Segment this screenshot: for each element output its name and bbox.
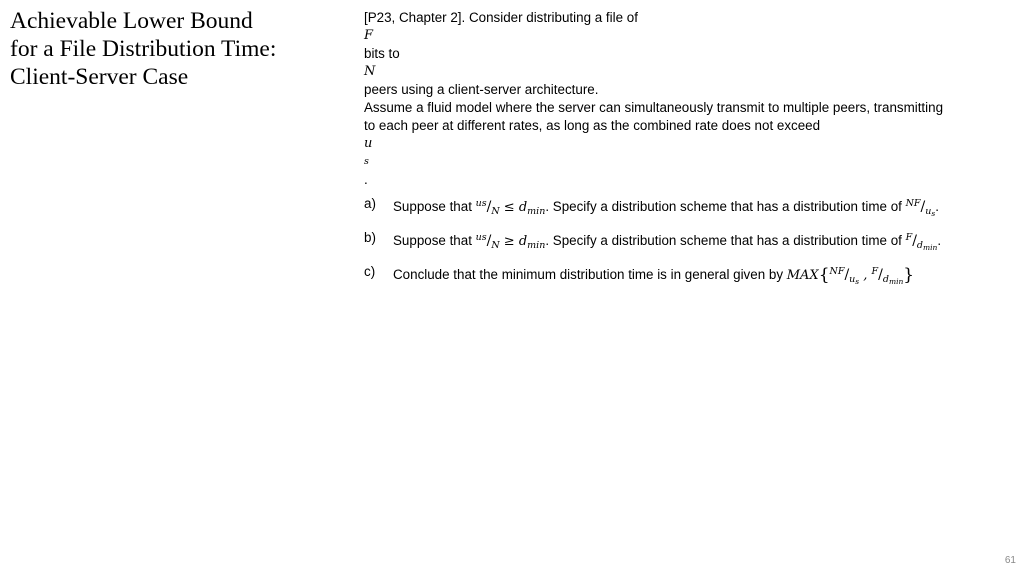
list-marker: b) <box>364 230 376 245</box>
math-subscript: s <box>364 156 369 167</box>
item-text: . Specify a distribution scheme that has a distribution time of <box>545 199 906 214</box>
list-item <box>364 195 1014 223</box>
math-var: u <box>364 136 373 151</box>
intro-text: [P23, Chapter 2]. Consider distributing a file of <box>364 10 638 25</box>
math-subscript: min <box>923 243 938 252</box>
item-text: . Specify a distribution scheme that has a distribution time of <box>545 233 906 248</box>
item-text: Suppose that <box>393 199 476 214</box>
problem-intro <box>364 9 1014 189</box>
list-marker: a) <box>364 196 376 211</box>
math-subscript: min <box>527 206 546 217</box>
page-number: 61 <box>1004 555 1016 566</box>
intro-text: peers using a client-server architecture. <box>364 82 599 97</box>
math-denominator: N <box>491 206 500 217</box>
intro-text: bits to <box>364 46 400 61</box>
item-text: Suppose that <box>393 233 476 248</box>
math-denominator: d <box>916 240 923 251</box>
list-marker: c) <box>364 264 376 279</box>
math-denominator: d <box>882 274 889 285</box>
intro-text: to each peer at different rates, as long as the combined rate does not exceed <box>364 118 821 133</box>
math-numerator: NF <box>829 266 845 277</box>
math-slash: / <box>486 233 492 249</box>
title-line: Achievable Lower Bound <box>10 8 253 34</box>
item-text: Conclude that the minimum distribution time is in general given by <box>393 267 787 282</box>
item-text: . <box>937 233 942 248</box>
list-item <box>364 229 1014 257</box>
math-brace: } <box>903 265 915 285</box>
math-comma: , <box>859 268 872 283</box>
math-slash: / <box>844 267 850 283</box>
math-numerator: NF <box>905 198 921 209</box>
intro-line <box>364 117 1014 189</box>
item-text: . <box>935 199 939 214</box>
problem-statement <box>364 9 1014 291</box>
math-slash: / <box>920 199 926 215</box>
intro-text: . <box>364 172 368 187</box>
intro-line: Assume a fluid model where the server can simultaneously transmit to multiple peers, transmitting <box>364 100 944 115</box>
math-function: MAX <box>786 268 819 283</box>
math-slash: / <box>878 267 883 283</box>
math-var: F <box>364 28 374 43</box>
math-numerator: F <box>905 232 913 243</box>
math-var: d <box>518 234 528 249</box>
title-line: Client-Server Case <box>10 64 189 90</box>
intro-line <box>364 9 1014 99</box>
math-var: N <box>364 64 376 79</box>
math-subscript: min <box>527 240 546 251</box>
math-denominator: u <box>849 274 856 285</box>
slide-title <box>10 7 340 91</box>
math-denominator: N <box>491 240 500 251</box>
math-relation: ≥ <box>499 234 519 249</box>
math-subscript: s <box>931 209 936 218</box>
math-numerator: F <box>871 266 879 277</box>
math-var: d <box>518 200 528 215</box>
math-relation: ≤ <box>499 200 519 215</box>
list-item <box>364 263 1014 291</box>
math-subscript: min <box>888 277 904 286</box>
math-brace: { <box>818 265 830 285</box>
math-numerator: us <box>475 232 487 243</box>
title-line: for a File Distribution Time: <box>10 36 277 62</box>
math-numerator: us <box>475 198 487 209</box>
math-subscript: s <box>855 277 860 286</box>
math-denominator: u <box>925 206 932 217</box>
math-slash: / <box>486 199 492 215</box>
math-slash: / <box>912 233 917 249</box>
